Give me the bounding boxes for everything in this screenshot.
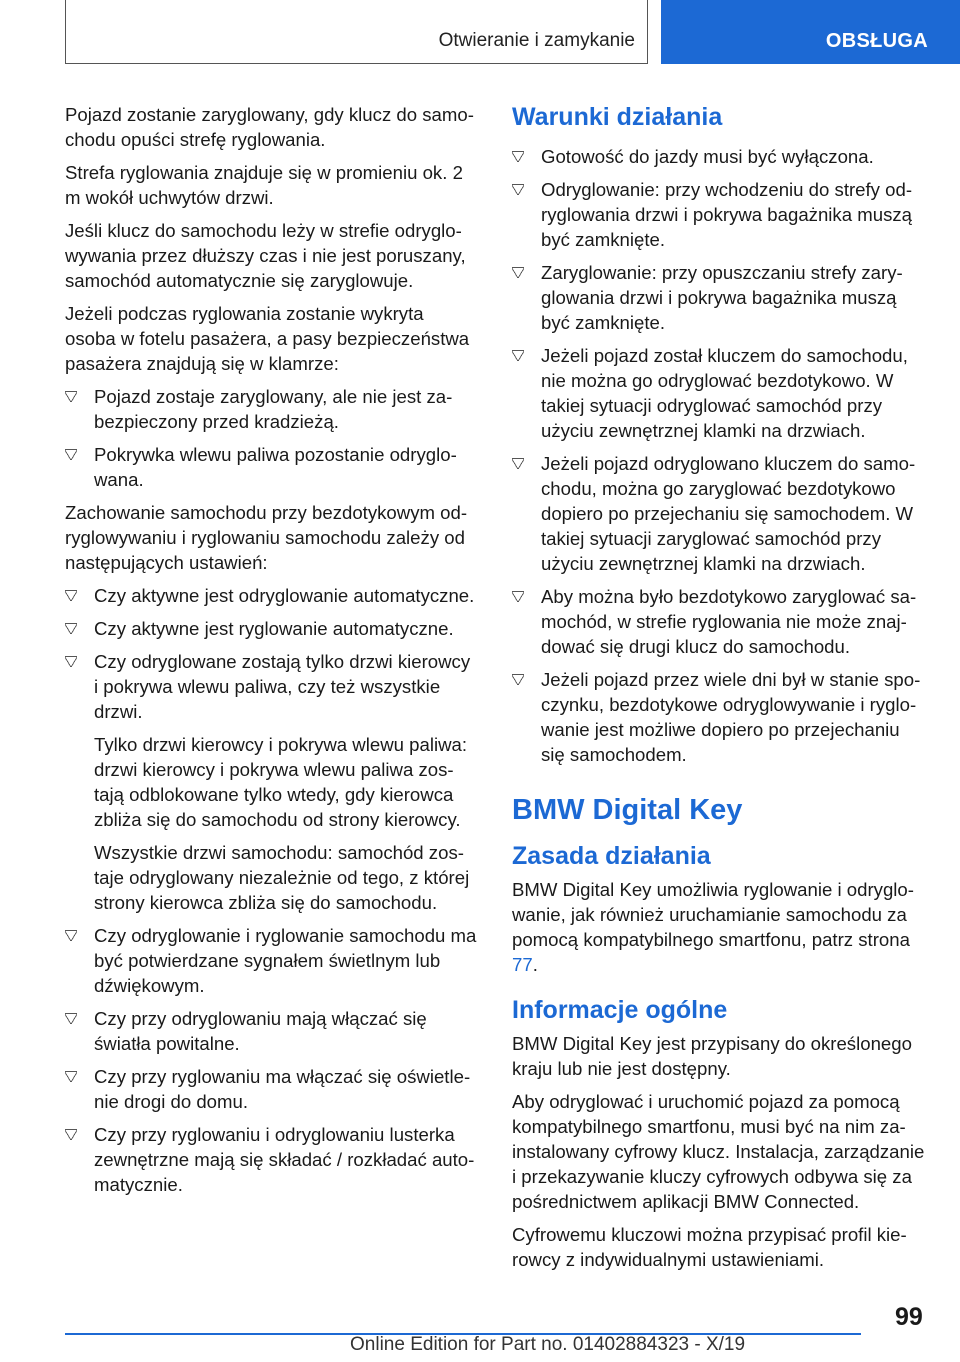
list-item: Jeżeli pojazd odryglowano kluczem do samochodu, można go zaryglować bezdotykowo dopiero po przejechaniu się samochodem. W takiej sytuacji zaryglować samochód przy użyciu zewnętrznej klamki na drzwiach. bbox=[512, 451, 926, 576]
list-item: Jeżeli pojazd przez wiele dni był w stanie spoczynku, bezdotykowe odryglowywanie i ryglowanie jest możliwe dopiero po przejechaniu się samochodem. bbox=[512, 667, 926, 767]
paragraph: Jeśli klucz do samochodu leży w strefie odryglowywania przez dłuższy czas i nie jest poruszany, samochód automatycznie się zaryglowuje. bbox=[65, 220, 466, 291]
triangle-bullet-icon bbox=[512, 674, 524, 685]
paragraph: BMW Digital Key umożliwia ryglowanie i odryglowanie, jak również uruchamianie samochodu za pomocą kompatybilnego smartfonu, patrz strona 77. bbox=[512, 879, 914, 975]
list-item: Jeżeli pojazd został kluczem do samochodu, nie można go odryglować bezdotykowo. W takiej sytuacji odryglować samochód przy użyciu zewnętrznej klamki na drzwiach. bbox=[512, 343, 926, 443]
paragraph: BMW Digital Key jest przypisany do określonego kraju lub nie jest dostępny. bbox=[512, 1033, 912, 1079]
list-item: Czy aktywne jest ryglowanie automatyczne. bbox=[65, 616, 477, 641]
heading-digital-key: BMW Digital Key bbox=[512, 794, 743, 826]
list-item: Zaryglowanie: przy opuszczaniu strefy zaryglowania drzwi i pokrywa bagażnika muszą być zamknięte. bbox=[512, 260, 926, 335]
heading-informacje: Informacje ogólne bbox=[512, 996, 728, 1024]
paragraph: Jeżeli podczas ryglowania zostanie wykryta osoba w fotelu pasażera, a pasy bezpieczeństwa pasażera znajdują się w klamrze: bbox=[65, 303, 470, 374]
list-item: Czy aktywne jest odryglowanie automatyczne. bbox=[65, 583, 477, 608]
heading-warunki: Warunki działania bbox=[512, 103, 723, 131]
bullet-list bbox=[512, 144, 926, 767]
triangle-bullet-icon bbox=[65, 623, 77, 634]
list-item: Pojazd zostaje zaryglowany, ale nie jest zabezpieczony przed kradzieżą. bbox=[65, 384, 477, 434]
triangle-bullet-icon bbox=[512, 184, 524, 195]
bullet-list bbox=[65, 583, 477, 1197]
header-chapter-box bbox=[65, 0, 648, 64]
paragraph: Pojazd zostanie zaryglowany, gdy klucz do samochodu opuści strefę ryglowania. bbox=[65, 104, 474, 150]
list-item: Czy odryglowanie i ryglowanie samochodu ma być potwierdzane sygnałem świetlnym lub dźwiękowym. bbox=[65, 923, 477, 998]
paragraph: Cyfrowemu kluczowi można przypisać profil kierowcy z indywidualnymi ustawieniami. bbox=[512, 1224, 907, 1270]
header-section-box bbox=[661, 0, 960, 64]
triangle-bullet-icon bbox=[512, 151, 524, 162]
triangle-bullet-icon bbox=[65, 930, 77, 941]
page-number: 99 bbox=[895, 1303, 923, 1331]
triangle-bullet-icon bbox=[65, 1129, 77, 1140]
footer-edition: Online Edition for Part no. 01402884323 - X/19 bbox=[350, 1334, 746, 1355]
triangle-bullet-icon bbox=[512, 350, 524, 361]
list-item: Gotowość do jazdy musi być wyłączona. bbox=[512, 144, 926, 169]
sub-paragraph: Tylko drzwi kierowcy i pokrywa wlewu paliwa: drzwi kierowcy i pokrywa wlewu paliwa zostają odblokowane tylko wtedy, gdy kierowca zbliża się do samochodu od strony kierowcy. bbox=[94, 734, 468, 830]
triangle-bullet-icon bbox=[65, 1013, 77, 1024]
paragraph: Zachowanie samochodu przy bezdotykowym odryglowywaniu i ryglowaniu samochodu zależy od następujących ustawień: bbox=[65, 502, 468, 573]
sub-paragraph: Wszystkie drzwi samochodu: samochód zostaje odryglowany niezależnie od tego, z której strony kierowca zbliża się do samochodu. bbox=[94, 842, 470, 913]
list-item: Czy odryglowane zostają tylko drzwi kierowcy i pokrywa wlewu paliwa, czy też wszystkie drzwi. Tylko drzwi kierowcy i pokrywa wlewu paliwa: drzwi kierowcy i pokrywa wlewu paliwa zostają odblokowane tylko wtedy, gdy kierowca zbliża się do samochodu od strony kierowcy. Wszystkie drzwi samochodu: samochód zostaje odryglowany niezależnie od tego, z której strony kierowca zbliża się do samochodu. bbox=[65, 649, 477, 915]
chapter-title: Otwieranie i zamykanie bbox=[438, 30, 635, 51]
heading-zasada: Zasada działania bbox=[512, 842, 711, 870]
triangle-bullet-icon bbox=[65, 1071, 77, 1082]
triangle-bullet-icon bbox=[65, 391, 77, 402]
list-item: Aby można było bezdotykowo zaryglować samochód, w strefie ryglowania nie może znajdować się drugi klucz do samochodu. bbox=[512, 584, 926, 659]
list-item: Czy przy ryglowaniu i odryglowaniu lusterka zewnętrzne mają się składać / rozkładać automatycznie. bbox=[65, 1122, 477, 1197]
list-item: Odryglowanie: przy wchodzeniu do strefy odryglowania drzwi i pokrywa bagażnika muszą być zamknięte. bbox=[512, 177, 926, 252]
triangle-bullet-icon bbox=[65, 590, 77, 601]
right-column bbox=[512, 102, 926, 1280]
triangle-bullet-icon bbox=[65, 449, 77, 460]
list-item: Czy przy odryglowaniu mają włączać się światła powitalne. bbox=[65, 1006, 477, 1056]
paragraph: Aby odryglować i uruchomić pojazd za pomocą kompatybilnego smartfonu, musi być na nim zainstalowany cyfrowy klucz. Instalacja, zarządzanie i przekazywanie kluczy cyfrowych odbywa się za pośrednictwem aplikacji BMW Connected. bbox=[512, 1091, 925, 1212]
triangle-bullet-icon bbox=[512, 458, 524, 469]
page-link[interactable]: 77 bbox=[512, 954, 533, 975]
list-item: Pokrywka wlewu paliwa pozostanie odryglowana. bbox=[65, 442, 477, 492]
triangle-bullet-icon bbox=[512, 267, 524, 278]
left-column bbox=[65, 102, 477, 1205]
bullet-list bbox=[65, 384, 477, 492]
list-item: Czy przy ryglowaniu ma włączać się oświetlenie drogi do domu. bbox=[65, 1064, 477, 1114]
paragraph: Strefa ryglowania znajduje się w promieniu ok. 2 m wokół uchwytów drzwi. bbox=[65, 162, 463, 208]
section-title: OBSŁUGA bbox=[825, 30, 928, 52]
triangle-bullet-icon bbox=[65, 656, 77, 667]
triangle-bullet-icon bbox=[512, 591, 524, 602]
